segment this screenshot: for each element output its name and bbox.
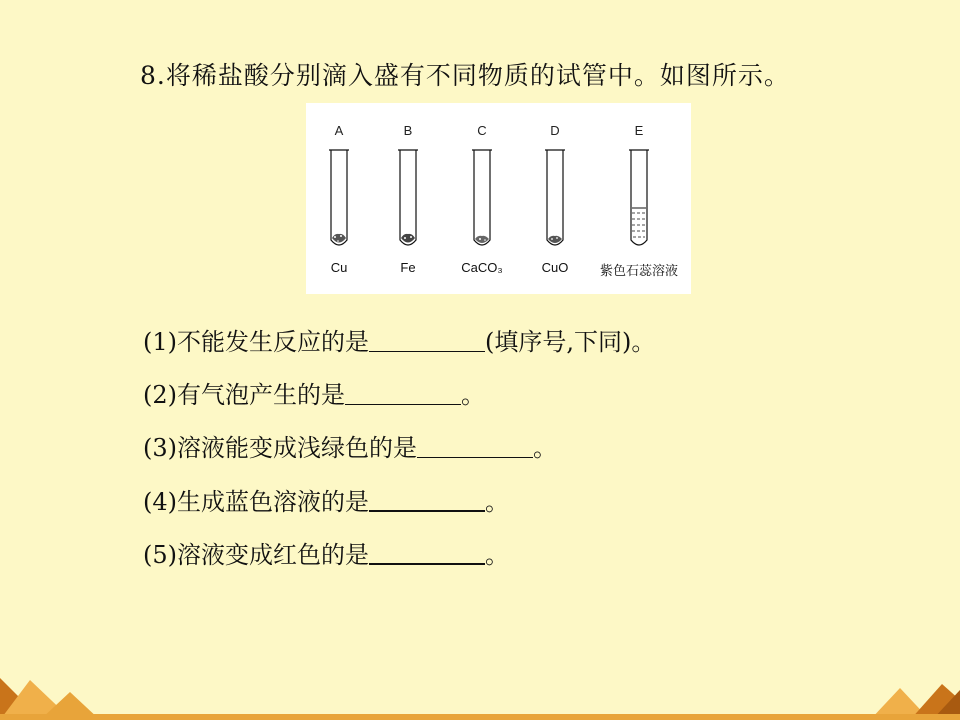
tube-letter: B	[403, 123, 413, 138]
tube-a-icon	[325, 148, 353, 252]
test-tube-c	[452, 103, 512, 294]
bottom-bar	[0, 714, 960, 720]
tube-c-icon	[468, 148, 496, 252]
tube-label: Fe	[400, 260, 416, 275]
question-item-5	[143, 535, 509, 570]
tube-letter: C	[477, 123, 487, 138]
question-item-1	[143, 322, 655, 357]
test-tube-a	[309, 103, 369, 294]
test-tube-e	[599, 103, 678, 294]
tube-d-icon	[541, 148, 569, 252]
item-text: (3)溶液能变成浅绿色的是	[143, 434, 417, 462]
question-item-3	[143, 428, 557, 463]
tube-label: CuO	[541, 260, 569, 275]
item-text: (5)溶液变成红色的是	[143, 541, 369, 569]
answer-blank[interactable]	[369, 509, 485, 512]
item-text: (1)不能发生反应的是	[143, 328, 369, 356]
tube-b-icon	[394, 148, 422, 252]
answer-blank[interactable]	[345, 403, 461, 405]
corner-decoration-right	[850, 670, 960, 720]
item-suffix: (填序号,下同)。	[485, 328, 656, 356]
item-suffix: 。	[485, 488, 509, 516]
answer-blank[interactable]	[369, 562, 485, 565]
tube-e-icon	[625, 148, 653, 252]
item-suffix: 。	[533, 434, 557, 462]
tube-letter: A	[334, 123, 344, 138]
corner-decoration-left	[0, 670, 130, 720]
tube-letter: E	[634, 123, 644, 138]
test-tube-d	[525, 103, 585, 294]
item-suffix: 。	[461, 381, 485, 409]
item-text: (2)有气泡产生的是	[143, 381, 345, 409]
answer-blank[interactable]	[417, 456, 533, 458]
tube-label: Cu	[330, 260, 348, 275]
test-tube-b	[378, 103, 438, 294]
tube-label: 紫色石蕊溶液	[599, 263, 678, 278]
question-item-2	[143, 375, 485, 410]
question-item-4	[143, 482, 509, 517]
test-tube-figure	[306, 103, 691, 294]
tube-letter: D	[550, 123, 560, 138]
answer-blank[interactable]	[369, 350, 485, 352]
item-text: (4)生成蓝色溶液的是	[143, 488, 369, 516]
tube-label: CaCO₃	[461, 260, 503, 275]
question-title: 8.将稀盐酸分别滴入盛有不同物质的试管中。如图所示。	[140, 61, 790, 90]
item-suffix: 。	[485, 541, 509, 569]
